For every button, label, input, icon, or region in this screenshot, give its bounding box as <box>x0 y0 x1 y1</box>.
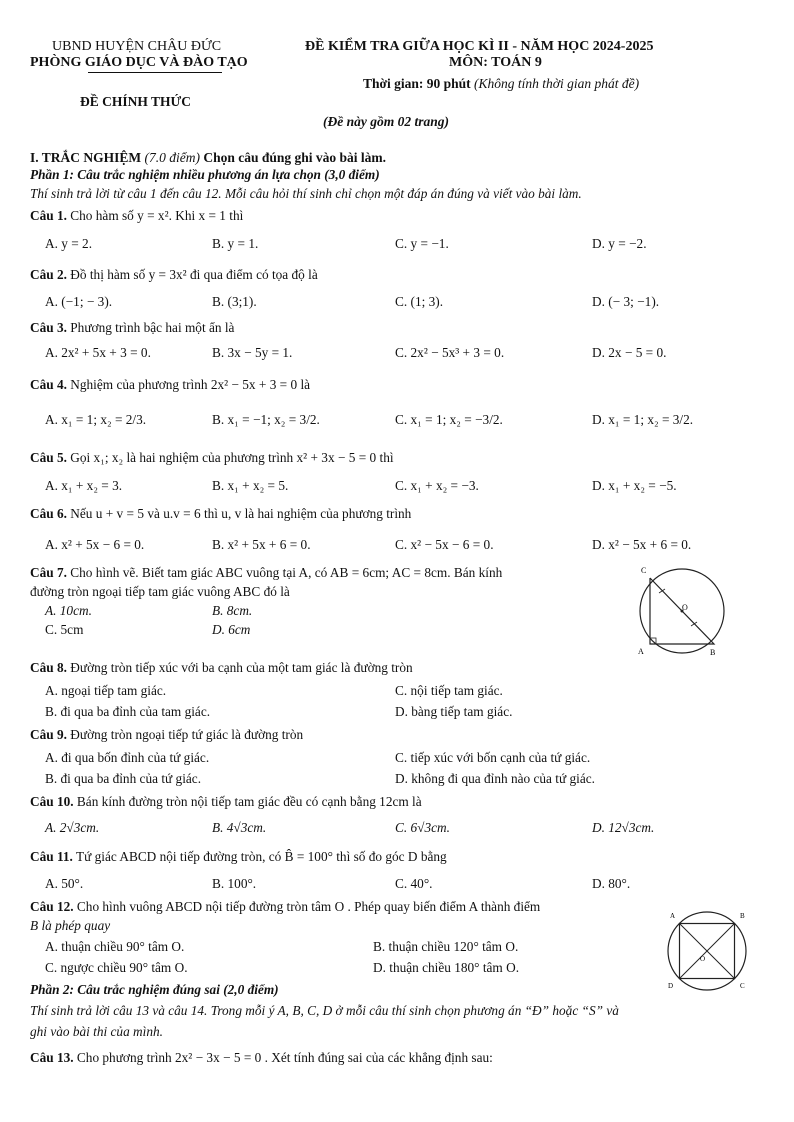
q7-option-d[interactable]: D. 6cm <box>212 622 251 637</box>
q-stem: Cho phương trình 2x² − 3x − 5 = 0 . Xét tính đúng sai của các khẳng định sau: <box>76 1050 493 1065</box>
q4-option-a[interactable]: A. x₁ = 1; x₂ = 2/3. <box>45 412 147 427</box>
q-stem: Phương trình bậc hai một ẩn là <box>70 320 235 335</box>
q-stem: Tứ giác ABCD nội tiếp đường tròn, có B̂ = 100° thì số đo góc D bằng <box>75 849 447 864</box>
q9-option-d[interactable]: D. không đi qua đỉnh nào của tứ giác. <box>395 771 595 786</box>
q12-option-b[interactable]: B. thuận chiều 120° tâm O. <box>373 939 519 954</box>
q6-option-a[interactable]: A. x² + 5x − 6 = 0. <box>45 537 145 552</box>
part2-instructions-line1: Thí sinh trả lời câu 13 và câu 14. Trong mỗi ý A, B, C, D ở mỗi câu thí sinh chọn phương án “Đ” hoặc “S” và <box>30 1003 619 1018</box>
question-10 <box>30 794 422 809</box>
section1-title-rest: Chọn câu đúng ghi vào bài làm. <box>203 150 387 165</box>
q5-option-d[interactable]: D. x₁ + x₂ = −5. <box>592 478 677 493</box>
question-12 <box>30 899 540 914</box>
q-stem: Cho hàm số y = x². Khi x = 1 thì <box>70 208 244 223</box>
question-8 <box>30 660 413 675</box>
section1-title-bold: I. TRẮC NGHIỆM <box>30 150 142 165</box>
question-5 <box>30 450 394 465</box>
header-department: PHÒNG GIÁO DỤC VÀ ĐÀO TẠO <box>30 55 248 70</box>
q10-option-c[interactable]: C. 6√3cm. <box>395 820 450 835</box>
question-4 <box>30 377 310 392</box>
q11-option-b[interactable]: B. 100°. <box>212 876 257 891</box>
section1-title <box>30 150 386 166</box>
q1-option-a[interactable]: A. y = 2. <box>45 236 93 251</box>
question-12-line2: B là phép quay <box>30 918 111 933</box>
section1-points: (7.0 điểm) <box>144 150 200 165</box>
label-d: D <box>668 982 674 990</box>
header-exam-title: ĐỀ KIỂM TRA GIỮA HỌC KÌ II - NĂM HỌC 2024-2025 <box>305 39 654 54</box>
q4-option-d[interactable]: D. x₁ = 1; x₂ = 3/2. <box>592 412 694 427</box>
part2-title: Phần 2: Câu trắc nghiệm đúng sai (2,0 điểm) <box>30 982 279 997</box>
q6-option-c[interactable]: C. x² − 5x − 6 = 0. <box>395 537 494 552</box>
q3-option-c[interactable]: C. 2x² − 5x³ + 3 = 0. <box>395 345 505 360</box>
label-c: C <box>641 566 647 575</box>
q7-option-b[interactable]: B. 8cm. <box>212 603 253 618</box>
label-o: O <box>682 603 688 612</box>
header-official: ĐỀ CHÍNH THỨC <box>80 94 192 109</box>
q-stem: Nghiệm của phương trình 2x² − 5x + 3 = 0 là <box>70 377 311 392</box>
q-stem: Đường tròn ngoại tiếp tứ giác là đường tròn <box>70 727 304 742</box>
part1-instructions: Thí sinh trả lời từ câu 1 đến câu 12. Mỗi câu hỏi thí sinh chỉ chọn một đáp án đúng và viết vào bài làm. <box>30 186 582 201</box>
label-a: A <box>670 912 676 920</box>
header-district: UBND HUYỆN CHÂU ĐỨC <box>52 39 222 54</box>
time-italic: (Không tính thời gian phát đề) <box>474 76 640 91</box>
q9-option-b[interactable]: B. đi qua ba đỉnh của tứ giác. <box>45 771 202 786</box>
q4-option-b[interactable]: B. x₁ = −1; x₂ = 3/2. <box>212 412 320 427</box>
q3-option-d[interactable]: D. 2x − 5 = 0. <box>592 345 667 360</box>
q-number: Câu 11. <box>30 849 73 864</box>
question-3 <box>30 320 234 335</box>
label-b: B <box>710 648 716 657</box>
label-c: C <box>740 982 745 990</box>
q-number: Câu 1. <box>30 208 67 223</box>
q-stem: Bán kính đường tròn nội tiếp tam giác đều có cạnh bằng 12cm là <box>76 794 422 809</box>
q-number: Câu 4. <box>30 377 67 392</box>
question-7-line2: đường tròn ngoại tiếp tam giác vuông ABC đó là <box>30 584 290 599</box>
q-stem: Đồ thị hàm số y = 3x² đi qua điểm có tọa độ là <box>70 267 318 282</box>
q-stem: Gọi x₁; x₂ là hai nghiệm của phương trình x² + 3x − 5 = 0 thì <box>70 450 394 465</box>
q6-option-b[interactable]: B. x² + 5x + 6 = 0. <box>212 537 311 552</box>
q12-option-d[interactable]: D. thuận chiều 180° tâm O. <box>373 960 520 975</box>
label-b: B <box>740 912 745 920</box>
part2-instructions-line2: ghi vào bài thi của mình. <box>30 1024 163 1039</box>
q-stem: Nếu u + v = 5 và u.v = 6 thì u, v là hai nghiệm của phương trình <box>70 506 412 521</box>
q3-option-a[interactable]: A. 2x² + 5x + 3 = 0. <box>45 345 151 360</box>
label-o: O <box>700 955 706 963</box>
q-number: Câu 10. <box>30 794 74 809</box>
q9-option-a[interactable]: A. đi qua bốn đỉnh của tứ giác. <box>45 750 210 765</box>
q11-option-d[interactable]: D. 80°. <box>592 876 631 891</box>
q10-option-b[interactable]: B. 4√3cm. <box>212 820 267 835</box>
q11-option-c[interactable]: C. 40°. <box>395 876 433 891</box>
question-6 <box>30 506 411 521</box>
q-number: Câu 7. <box>30 565 67 580</box>
q8-option-d[interactable]: D. bàng tiếp tam giác. <box>395 704 513 719</box>
q11-option-a[interactable]: A. 50°. <box>45 876 84 891</box>
q2-option-b[interactable]: B. (3;1). <box>212 294 257 309</box>
q-number: Câu 6. <box>30 506 67 521</box>
q6-option-d[interactable]: D. x² − 5x + 6 = 0. <box>592 537 692 552</box>
q12-option-a[interactable]: A. thuận chiều 90° tâm O. <box>45 939 185 954</box>
figure-triangle-circle <box>630 560 730 664</box>
q5-option-b[interactable]: B. x₁ + x₂ = 5. <box>212 478 289 493</box>
q-number: Câu 12. <box>30 899 74 914</box>
q1-option-d[interactable]: D. y = −2. <box>592 236 647 251</box>
q2-option-a[interactable]: A. (−1; − 3). <box>45 294 113 309</box>
figure-square-circle <box>660 906 760 994</box>
q-number: Câu 13. <box>30 1050 74 1065</box>
q8-option-b[interactable]: B. đi qua ba đỉnh của tam giác. <box>45 704 211 719</box>
question-2 <box>30 267 318 282</box>
question-1 <box>30 208 243 223</box>
q8-option-c[interactable]: C. nội tiếp tam giác. <box>395 683 503 698</box>
question-9 <box>30 727 303 742</box>
header-pages: (Đề này gồm 02 trang) <box>323 114 449 129</box>
q-number: Câu 2. <box>30 267 67 282</box>
q2-option-d[interactable]: D. (− 3; −1). <box>592 294 660 309</box>
label-a: A <box>638 647 644 656</box>
q4-option-c[interactable]: C. x₁ = 1; x₂ = −3/2. <box>395 412 503 427</box>
q3-option-b[interactable]: B. 3x − 5y = 1. <box>212 345 293 360</box>
q-stem: Cho hình vẽ. Biết tam giác ABC vuông tại A, có AB = 6cm; AC = 8cm. Bán kính <box>70 565 503 580</box>
q-stem: Cho hình vuông ABCD nội tiếp đường tròn tâm O . Phép quay biến điểm A thành điểm <box>76 899 541 914</box>
question-7 <box>30 565 502 580</box>
q1-option-b[interactable]: B. y = 1. <box>212 236 259 251</box>
q12-option-c[interactable]: C. ngược chiều 90° tâm O. <box>45 960 188 975</box>
q7-option-c[interactable]: C. 5cm <box>45 622 84 637</box>
time-bold: Thời gian: 90 phút <box>363 76 471 91</box>
question-11 <box>30 849 447 864</box>
q9-option-c[interactable]: C. tiếp xúc với bốn cạnh của tứ giác. <box>395 750 591 765</box>
q10-option-a[interactable]: A. 2√3cm. <box>45 820 100 835</box>
question-13 <box>30 1050 493 1065</box>
part1-title: Phần 1: Câu trắc nghiệm nhiều phương án lựa chọn (3,0 điểm) <box>30 167 380 182</box>
q5-option-c[interactable]: C. x₁ + x₂ = −3. <box>395 478 479 493</box>
q8-option-a[interactable]: A. ngoại tiếp tam giác. <box>45 683 167 698</box>
header-time <box>363 76 639 92</box>
q1-option-c[interactable]: C. y = −1. <box>395 236 449 251</box>
q-number: Câu 8. <box>30 660 67 675</box>
q5-option-a[interactable]: A. x₁ + x₂ = 3. <box>45 478 123 493</box>
q2-option-c[interactable]: C. (1; 3). <box>395 294 444 309</box>
q-number: Câu 3. <box>30 320 67 335</box>
q7-option-a[interactable]: A. 10cm. <box>45 603 92 618</box>
q-number: Câu 9. <box>30 727 67 742</box>
q10-option-d[interactable]: D. 12√3cm. <box>592 820 655 835</box>
q-stem: Đường tròn tiếp xúc với ba cạnh của một tam giác là đường tròn <box>70 660 413 675</box>
header-underline <box>88 72 222 73</box>
header-subject: MÔN: TOÁN 9 <box>449 55 542 70</box>
q-number: Câu 5. <box>30 450 67 465</box>
